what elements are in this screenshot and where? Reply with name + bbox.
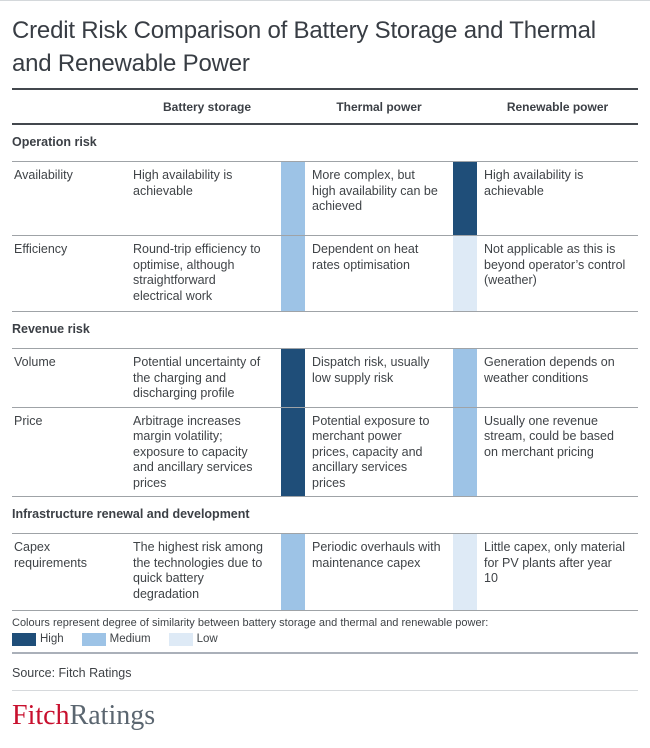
row-label: Volume [14,355,56,369]
section-operation-risk: Operation risk [12,125,638,162]
legend-swatch-low [169,633,193,646]
renewable-cell: Usually one revenue stream, could be based on merchant pricing [484,413,614,459]
thermal-cell: Dependent on heat rates optimisation [312,242,419,272]
renewable-similarity-bar [453,162,477,235]
renewable-similarity-bar [453,349,477,407]
top-rule [0,0,650,1]
logo-fitch-text: Fitch [12,700,70,731]
infographic [0,14,650,731]
logo-ratings-text: Ratings [69,700,156,731]
row-label: Capex requirements [14,540,87,570]
source-note: Source: Fitch Ratings [12,666,638,691]
legend-caption: Colours represent degree of similarity between battery storage and thermal and renewable power: [12,617,489,629]
renewable-similarity-bar [453,236,477,311]
comparison-table [12,90,638,654]
legend-swatch-medium [82,633,106,646]
column-header-thermal: Thermal power [336,100,422,114]
thermal-similarity-bar [281,534,305,610]
table-header-row [12,90,638,125]
legend-items [12,633,638,646]
thermal-similarity-bar [281,408,305,497]
color-legend [12,611,638,654]
thermal-similarity-bar [281,236,305,311]
renewable-similarity-bar [453,408,477,497]
thermal-similarity-bar [281,162,305,235]
legend-swatch-high [12,633,36,646]
page-title: Credit Risk Comparison of Battery Storage and Thermal and Renewable Power [12,17,596,77]
renewable-cell: High availability is achievable [484,168,584,198]
column-header-empty [12,90,133,123]
table-row-volume [12,349,638,408]
battery-cell: Round-trip efficiency to optimise, although straightforward electrical work [133,242,261,303]
thermal-cell: Periodic overhauls with maintenance capex [312,540,441,570]
fitch-ratings-logo [12,701,638,731]
battery-cell: The highest risk among the technologies due to quick battery degradation [133,540,263,601]
section-infrastructure: Infrastructure renewal and development [12,497,638,534]
thermal-cell: Potential exposure to merchant power prices, capacity and ancillary services prices [312,413,430,490]
legend-label-low: Low [196,633,218,645]
battery-cell: Arbitrage increases margin volatility; exposure to capacity and ancillary services prices [133,413,253,490]
header-bar-spacer [453,90,477,123]
renewable-cell: Little capex, only material for PV plants after year 10 [484,540,626,585]
row-label: Efficiency [14,242,68,256]
legend-label-medium: Medium [109,633,151,645]
legend-label-high: High [40,633,64,645]
column-header-renewable: Renewable power [506,100,609,114]
row-label: Price [14,413,43,428]
table-row-efficiency [12,236,638,312]
column-header-battery: Battery storage [162,100,252,114]
row-label: Availability [14,168,73,182]
thermal-cell: More complex, but high availability can be achieved [312,168,438,213]
table-row-capex [12,534,638,611]
battery-cell: Potential uncertainty of the charging and discharging profile [133,355,261,400]
renewable-similarity-bar [453,534,477,610]
header-bar-spacer [281,90,305,123]
renewable-cell: Not applicable as this is beyond operator’s control (weather) [484,242,626,287]
table-row-price [12,408,638,498]
thermal-similarity-bar [281,349,305,407]
battery-cell: High availability is achievable [133,168,233,198]
table-row-availability [12,162,638,236]
thermal-cell: Dispatch risk, usually low supply risk [312,355,430,385]
section-revenue-risk: Revenue risk [12,312,638,349]
renewable-cell: Generation depends on weather conditions [484,355,615,385]
